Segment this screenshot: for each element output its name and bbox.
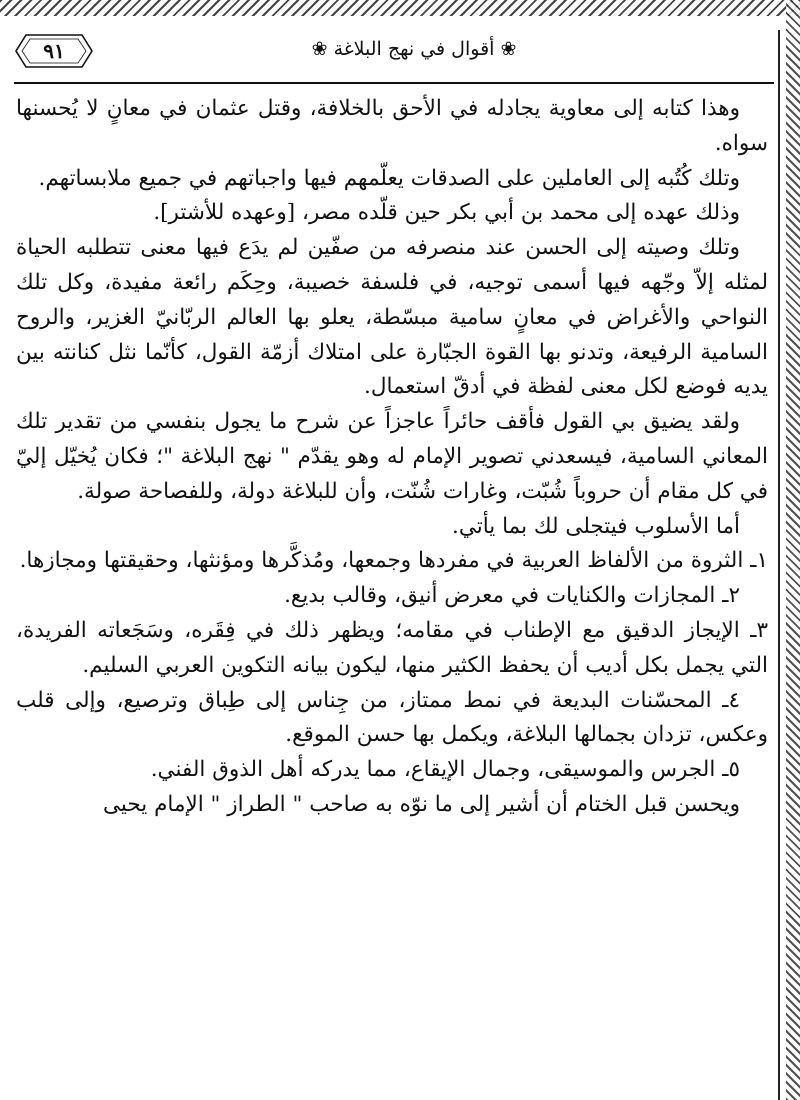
paragraph: ويحسن قبل الختام أن أشير إلى ما نوّه به صاحب " الطراز " الإمام يحيى — [102, 791, 740, 817]
list-item: ٣ـ الإيجاز الدقيق مع الإطناب في مقامه؛ ويظهر ذلك في فِقَره، وسَجَعاته الفريدة، التي يجمل بكل أديب أن يحفظ الكثير منها، ليكون بيانه التكوين العربي السليم. — [16, 617, 768, 678]
decorative-side-border — [786, 0, 800, 1100]
paragraph: أما الأسلوب فيتجلى لك بما يأتي. — [451, 513, 740, 539]
header-divider — [14, 82, 774, 84]
list-item: ٥ـ الجرس والموسيقى، وجمال الإيقاع، مما يدركه أهل الذوق الفني. — [150, 757, 740, 783]
running-title: ❀ أقوال في نهج البلاغة ❀ — [311, 38, 517, 60]
page-number-badge — [14, 32, 94, 70]
paragraph: وذلك عهده إلى محمد بن أبي بكر حين قلّده مصر، [وعهده للأشتر]. — [153, 200, 740, 226]
body-text — [16, 92, 768, 823]
side-rule — [778, 30, 780, 1100]
paragraph: وهذا كتابه إلى معاوية يجادله في الأحق بالخلافة، وقتل عثمان في معانٍ لا يُحسنها سواه. — [16, 96, 768, 156]
list-item: ٢ـ المجازات والكنايات في معرض أنيق، وقالب بديع. — [284, 583, 740, 609]
paragraph: وتلك وصيته إلى الحسن عند منصرفه من صفّين لم يدَع فيها معنى تتطلبه الحياة لمثله إلاّ وجّهه فيها أسمى توجيه، في فلسفة خصيبة، وحِكَم رائعة مفيدة، وكل تلك النواحي والأغراض في معانٍ سامية مبسّطة، يعلو بها العالم الربّانيّ الغزير، والروح السامية الرفيعة، وتدنو بها القوة الجبّارة على امتلاك أزمّة القول، كأنّما نثل كنانته بين يديه فوضع لكل معنى لفظة في أدقّ استعمال. — [16, 235, 768, 400]
page-header — [14, 24, 774, 76]
paragraph: ولقد يضيق بي القول فأقف حائراً عاجزاً عن شرح ما يجول بنفسي من تقدير تلك المعاني السامية، فيسعدني تصوير الإمام له وهو يقدّم " نهج البلاغة "؛ فكان يُخيّل إليّ في كل مقام أن حروباً شُبّت، وغارات شُنّت، وأن للبلاغة دولة، وللفصاحة صولة. — [16, 409, 768, 504]
page-number: ٩١ — [43, 39, 65, 63]
paragraph: وتلك كُتُبه إلى العاملين على الصدقات يعلّمهم فيها واجباتهم في جميع ملابساتهم. — [38, 165, 740, 191]
list-item: ٤ـ المحسّنات البديعة في نمط ممتاز، من جِناس إلى طِباق وترصيع، وإلى قلب وعكس، تزدان بجمالها البلاغة، ويكمل بها حسن الموقع. — [16, 687, 768, 748]
list-item: ١ـ الثروة من الألفاظ العربية في مفردها وجمعها، ومُذكَّرها ومؤنثها، وحقيقتها ومجازها. — [19, 548, 768, 574]
decorative-top-border — [0, 0, 800, 16]
